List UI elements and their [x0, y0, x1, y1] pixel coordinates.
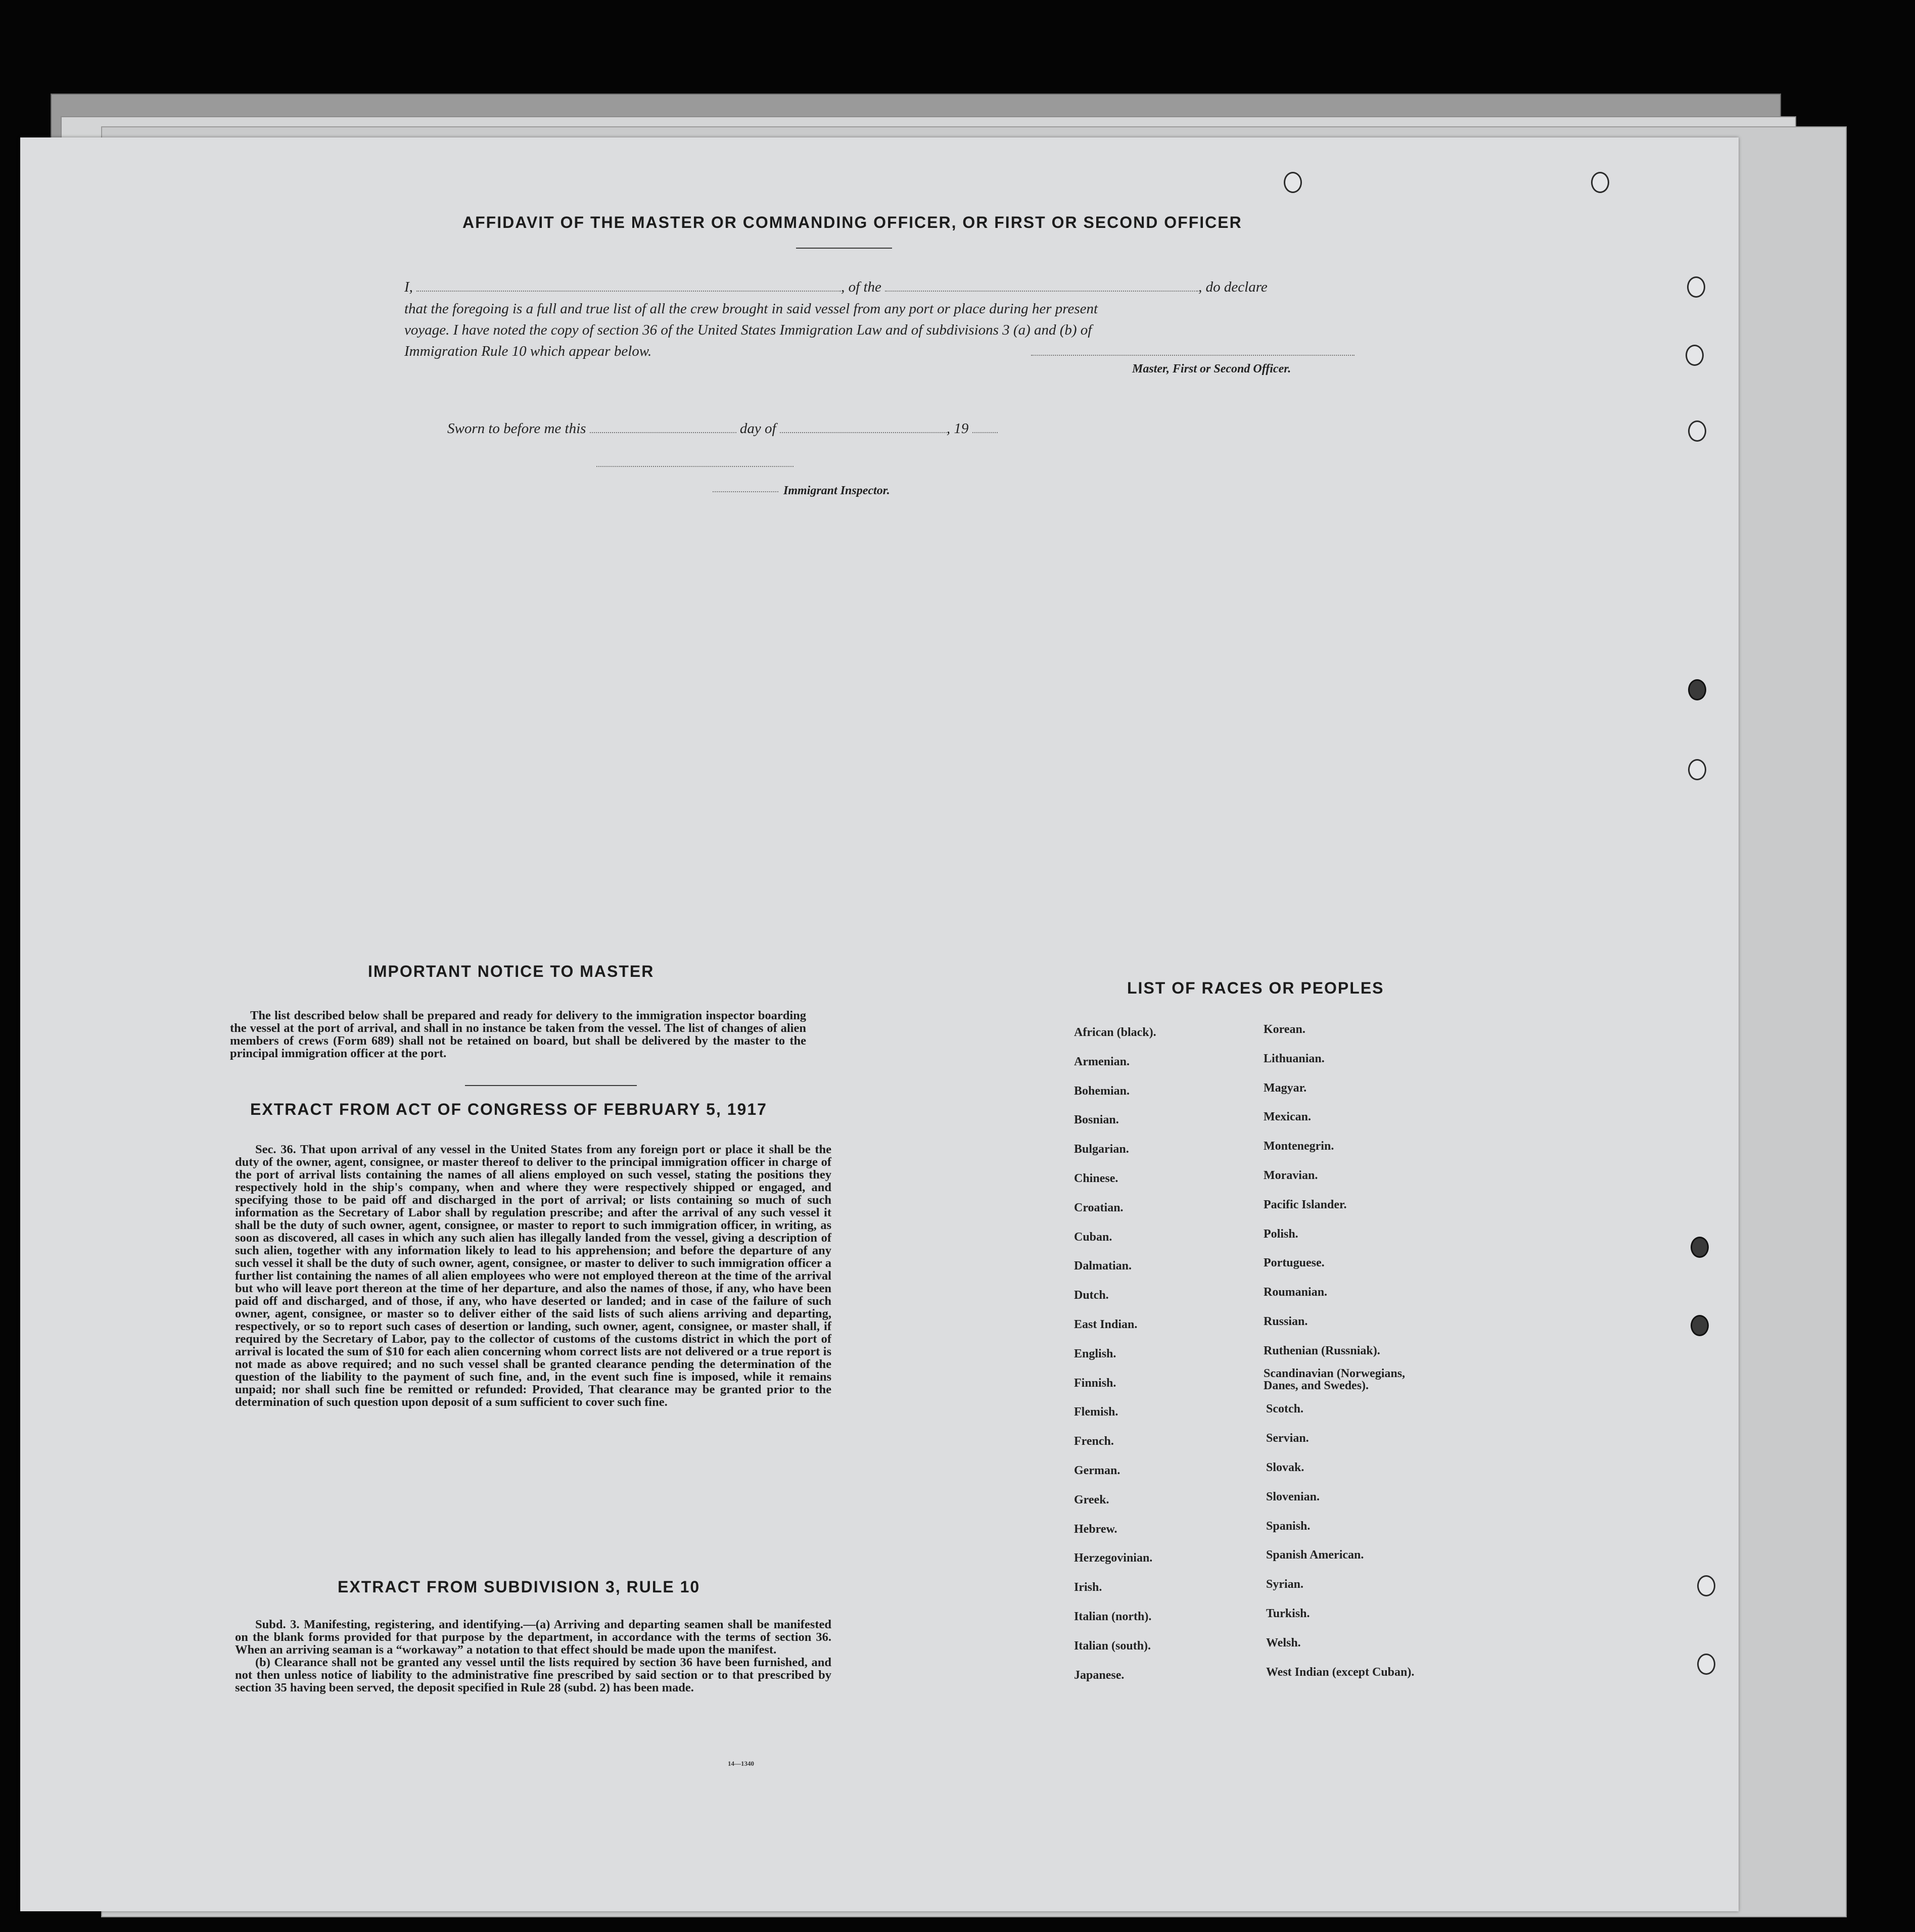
race-item: Chinese. — [1074, 1172, 1118, 1185]
affidavit-line-3: voyage. I have noted the copy of section 36 of the United States Immigration Law and of subdivisions 3 (a) and (b) of — [404, 322, 1092, 338]
form-number: 14—1340 — [728, 1760, 754, 1767]
punch-hole — [1688, 759, 1706, 780]
race-item: Dalmatian. — [1074, 1259, 1132, 1273]
sworn-day-blank — [590, 432, 736, 433]
act-text: Sec. 36. That upon arrival of any vessel in the United States from any foreign port or place it shall be the duty of the owner, agent, consignee, or master thereof to deliver to the principal immigration officer in charge of the port of arrival lists containing the names of all aliens employed on such vessel, stating the positions they respectively hold in the ship's company, when and where they were respectively shipped or engaged, and specifying those to be paid off and discharged in the port of arrival; or lists containing so much of such information as the Secretary of Labor shall by regulation prescribe; and after the arrival of any such vessel it shall be the duty of such owner, agent, consignee, or master to report to such immigration officer, in writing, as soon as discovered, all cases in which any such alien has illegally landed from the vessel, giving a description of such alien, together with any information likely to lead to his apprehension; and before the departure of any such vessel it shall be the duty of such owner, agent, consignee, or master to deliver to such immigration officer a further list containing the names of all alien employees who were not employed thereon at the time of the arrival but who will leave port thereon at the time of her departure, and also the names of those, if any, who have been paid off and discharged, and of those, if any, who have deserted or landed; and in case of the failure of such owner, agent, consignee, or master so to deliver either of the said lists of such aliens arriving and departing, respectively, or so to report such cases of desertion or landing, such owner, agent, consignee, or master shall, if required by the Secretary of Labor, pay to the collector of customs of the customs district in which the port of arrival is located the sum of $10 for each alien concerning whom correct lists are not delivered or a true report is not made as above required; and no such vessel shall be granted clearance pending the determination of the question of the liability to the payment of such fine, and, in the event such fine is imposed, while it remains unpaid; nor shall such fine be remitted or refunded: Provided, That clearance may be granted prior to the determination of such question upon deposit of a sum sufficient to cover such fine. — [235, 1143, 831, 1409]
vessel-blank — [885, 291, 1198, 292]
punch-hole — [1688, 679, 1706, 700]
race-item: English. — [1074, 1347, 1116, 1360]
race-item: Montenegrin. — [1264, 1140, 1334, 1153]
race-item: Korean. — [1264, 1023, 1305, 1036]
sworn-year-blank — [972, 432, 998, 433]
race-item: Armenian. — [1074, 1055, 1130, 1068]
race-item: Spanish American. — [1266, 1548, 1364, 1562]
punch-hole — [1691, 1237, 1709, 1258]
signature-blank — [1031, 355, 1354, 356]
punch-hole — [1688, 420, 1706, 442]
race-item: French. — [1074, 1435, 1114, 1448]
inspector-label: Immigrant Inspector. — [783, 484, 890, 497]
race-item: Servian. — [1266, 1432, 1309, 1445]
signature-label: Master, First or Second Officer. — [1132, 362, 1291, 375]
race-item: Magyar. — [1264, 1081, 1307, 1095]
race-item: Mexican. — [1264, 1110, 1311, 1124]
name-blank — [416, 291, 841, 292]
race-item: Portuguese. — [1264, 1256, 1325, 1270]
race-item: Pacific Islander. — [1264, 1198, 1347, 1211]
notice-body — [230, 1009, 806, 1060]
punch-hole — [1697, 1575, 1715, 1596]
punch-hole — [1686, 345, 1704, 366]
inspector-blank — [713, 491, 778, 492]
rule-body — [235, 1618, 831, 1694]
race-item: Hebrew. — [1074, 1522, 1117, 1536]
race-item: Italian (south). — [1074, 1639, 1151, 1653]
act-title: EXTRACT FROM ACT OF CONGRESS OF FEBRUARY 5, 1917 — [250, 1100, 767, 1118]
race-item: Italian (north). — [1074, 1610, 1152, 1623]
rule-para-b: (b) Clearance shall not be granted any vessel until the lists required by section 36 have been furnished, and not then unless notice of liability to the administrative fine prescribed by said section or to that prescribed by section 35 having been served, the deposit specified in Rule 28 (subd. 2) has been made. — [235, 1656, 831, 1694]
race-item: Irish. — [1074, 1581, 1102, 1594]
race-item: Slovenian. — [1266, 1490, 1320, 1503]
notice-title: IMPORTANT NOTICE TO MASTER — [368, 962, 655, 980]
affidavit-line-2: that the foregoing is a full and true list of all the crew brought in said vessel from any port or place during her present — [404, 301, 1098, 317]
race-item: Slovak. — [1266, 1461, 1304, 1474]
race-item: Finnish. — [1074, 1376, 1116, 1390]
rule-title: EXTRACT FROM SUBDIVISION 3, RULE 10 — [338, 1578, 700, 1596]
punch-hole — [1691, 1315, 1709, 1336]
race-item: Syrian. — [1266, 1578, 1304, 1591]
race-item: Greek. — [1074, 1493, 1109, 1506]
divider — [796, 248, 892, 249]
affidavit-line-1 — [404, 279, 1370, 296]
punch-hole — [1697, 1654, 1715, 1675]
race-item: Turkish. — [1266, 1607, 1310, 1620]
race-item: Bulgarian. — [1074, 1143, 1129, 1156]
races-title: LIST OF RACES OR PEOPLES — [1127, 979, 1384, 997]
race-item: Dutch. — [1074, 1289, 1109, 1302]
sworn-day-of: day of — [739, 420, 776, 437]
affidavit-declare: , do declare — [1198, 279, 1268, 295]
punch-hole — [1591, 172, 1609, 193]
race-item: Roumanian. — [1264, 1286, 1328, 1299]
sworn-year: , 19 — [946, 420, 969, 437]
race-item: Ruthenian (Russniak). — [1264, 1344, 1380, 1357]
punch-hole — [1284, 172, 1302, 193]
race-item: Russian. — [1264, 1315, 1308, 1328]
race-item: Moravian. — [1264, 1169, 1318, 1182]
affidavit-line-4: Immigration Rule 10 which appear below. — [404, 343, 652, 359]
race-item: Bohemian. — [1074, 1084, 1130, 1098]
divider — [465, 1085, 637, 1086]
race-item: Herzegovinian. — [1074, 1551, 1153, 1565]
race-item: West Indian (except Cuban). — [1266, 1665, 1415, 1679]
race-item: Scandinavian (Norwegians, Danes, and Swedes). — [1264, 1366, 1406, 1392]
punch-hole — [1687, 276, 1705, 298]
affidavit-of-the: , of the — [841, 279, 881, 295]
race-item: Cuban. — [1074, 1230, 1112, 1244]
race-item: Spanish. — [1266, 1519, 1311, 1533]
race-item: Croatian. — [1074, 1201, 1124, 1214]
race-item: Bosnian. — [1074, 1113, 1119, 1127]
affidavit-i: I, — [404, 279, 413, 295]
act-body — [235, 1143, 831, 1408]
sworn-line — [447, 420, 998, 437]
race-item: African (black). — [1074, 1026, 1156, 1039]
race-item: German. — [1074, 1464, 1120, 1477]
race-item: Welsh. — [1266, 1636, 1301, 1650]
notice-text: The list described below shall be prepared and ready for delivery to the immigration inspector boarding the vessel at the port of arrival, and shall in no instance be taken from the vessel. The list of changes of alien members of crews (Form 689) shall not be retained on board, but shall be delivered by the master to the principal immigration officer at the port. — [230, 1009, 806, 1060]
race-item: Japanese. — [1074, 1668, 1125, 1682]
race-item: Lithuanian. — [1264, 1052, 1325, 1065]
race-item: Polish. — [1264, 1227, 1298, 1241]
inspector-signature-blank — [596, 466, 793, 467]
affidavit-title: AFFIDAVIT OF THE MASTER OR COMMANDING OFFICER, OR FIRST OR SECOND OFFICER — [462, 213, 1242, 231]
sworn-prefix: Sworn to before me this — [447, 420, 586, 437]
document-page — [20, 137, 1739, 1911]
race-item: Scotch. — [1266, 1402, 1303, 1416]
race-item: Flemish. — [1074, 1405, 1118, 1419]
sworn-month-blank — [780, 432, 947, 433]
rule-para-a: Subd. 3. Manifesting, registering, and identifying.—(a) Arriving and departing seamen shall be manifested on the blank forms provided for that purpose by the department, in accordance with the terms of section 36. When an arriving seaman is a “workaway” a notation to that effect should be made upon the manifest. — [235, 1618, 831, 1657]
race-item: East Indian. — [1074, 1318, 1138, 1331]
